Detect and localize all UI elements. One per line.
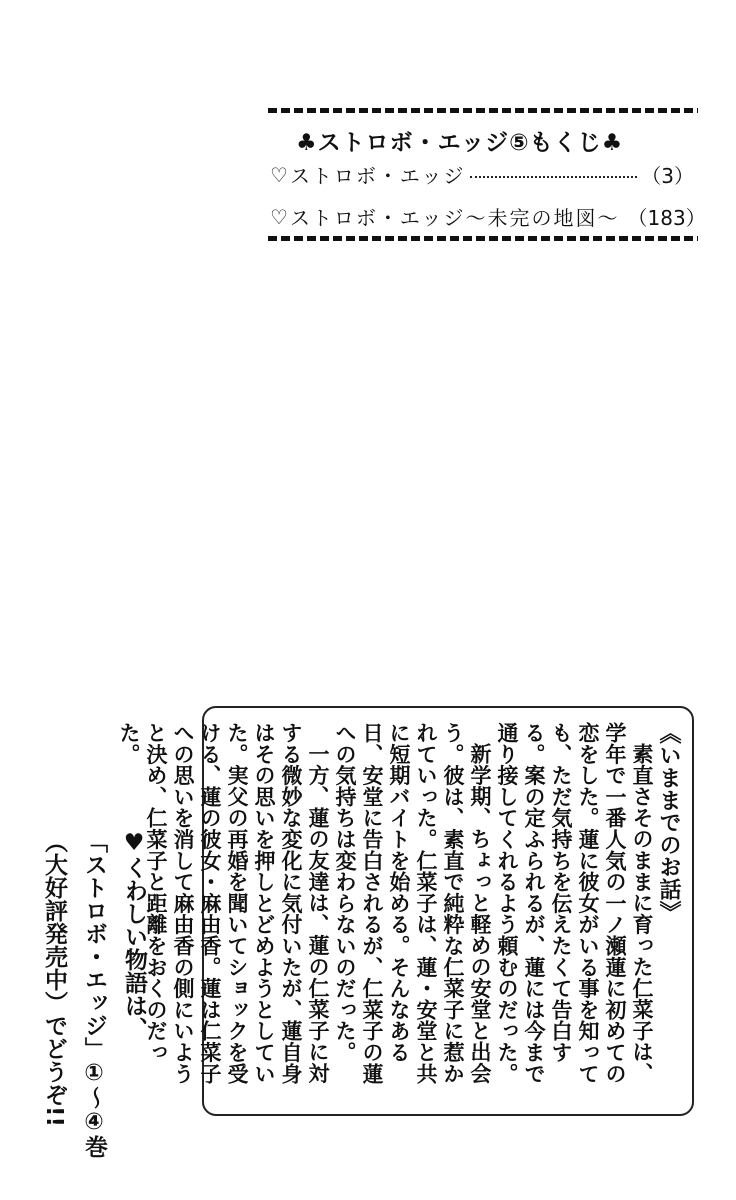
- toc-entry-page: （183）: [627, 206, 706, 230]
- summary-text: [115, 722, 682, 1104]
- toc-entry-page: （3）: [641, 164, 694, 188]
- toc-entry[interactable]: [270, 202, 706, 231]
- divider-top: [268, 108, 698, 113]
- heart-outline-icon: ♡: [270, 162, 288, 187]
- summary-paragraph: 新学期、ちょっと軽めの安堂と出会う。彼は、素直で純粋な仁菜子に惹かれていった。仁菜子は、蓮・安堂と共に短期バイトを始める。そんなある日、安堂に告白されるが、仁菜子の蓮への気持ちは変わらないのだった。: [333, 722, 492, 1085]
- series-note-line: ♥くわしい物語は、: [121, 830, 147, 1040]
- series-note-line: （大好評発売中）でどうぞ!!: [41, 830, 67, 1127]
- toc-title: ♣ストロボ・エッジ⑤もくじ♣: [296, 130, 624, 156]
- dot-leader: [470, 176, 638, 178]
- series-note: [34, 830, 154, 1160]
- toc-entry[interactable]: [270, 160, 694, 189]
- heart-outline-icon: ♡: [270, 204, 288, 229]
- toc-entry-label: ストロボ・エッジ〜未完の地図〜: [289, 206, 620, 230]
- toc-entry-label: ストロボ・エッジ: [289, 164, 466, 188]
- summary-paragraph: 一方、蓮の友達は、蓮の仁菜子に対する微妙な変化に気付いたが、蓮自身はその思いを押しとどめようとしていた。実父の再婚を聞いてショックを受ける、蓮の彼女・麻由香。蓮は仁菜子への思いを消して麻由香の側にいようと決め、仁菜子と距離をおくのだった。: [117, 722, 330, 1085]
- summary-heading: 《いままでのお話》: [656, 722, 681, 923]
- divider-bottom: [268, 236, 698, 241]
- series-note-line: 「ストロボ・エッジ」①〜④巻: [81, 830, 107, 1158]
- summary-paragraph: 素直さそのままに育った仁菜子は、学年で一番人気の一ノ瀬蓮に初めての恋をした。蓮に彼女がいる事を知っても、ただ気持ちを伝えたくて告白する。案の定ふられるが、蓮には今まで通り接してくれるよう頼むのだった。: [495, 722, 654, 1085]
